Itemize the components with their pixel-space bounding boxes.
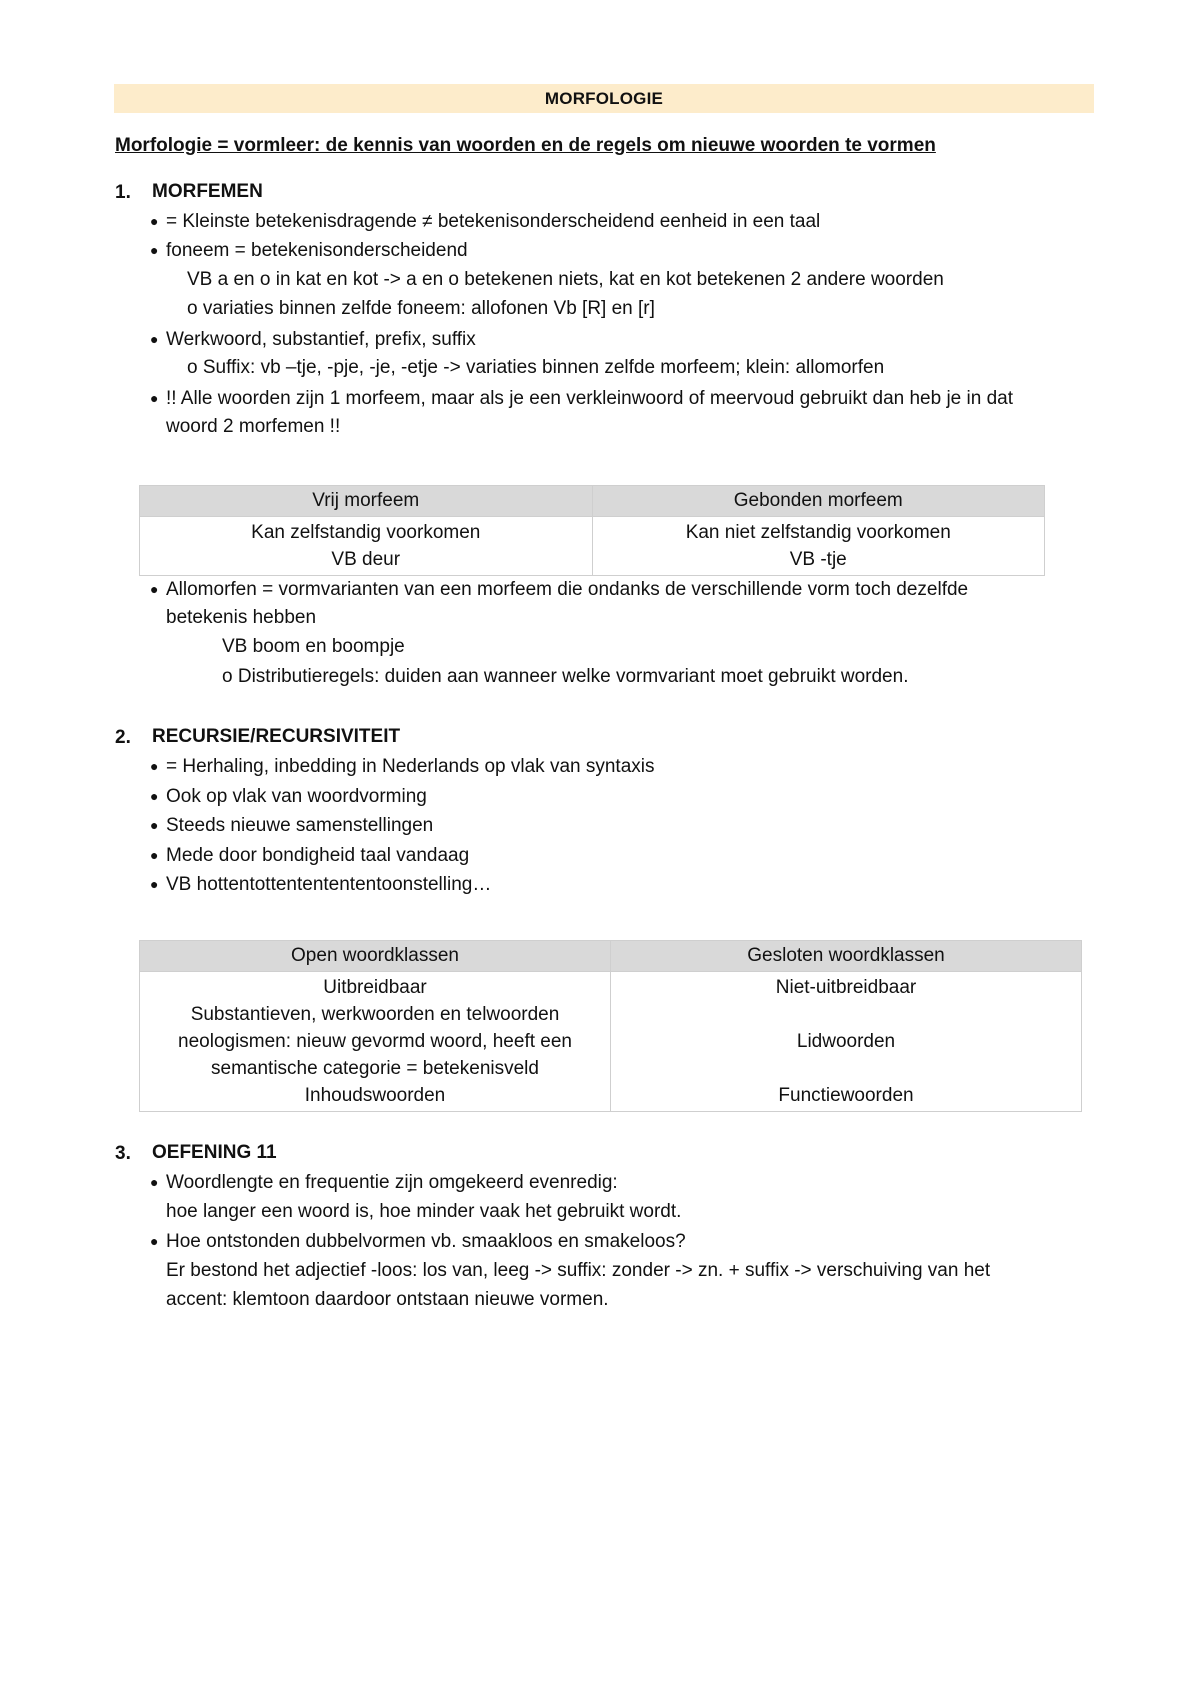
cell-text: Uitbreidbaar xyxy=(323,977,427,998)
table-cell xyxy=(592,517,1045,576)
table-cell xyxy=(611,972,1082,1112)
bullet-icon: ● xyxy=(150,1174,159,1190)
list-item-text: Steeds nieuwe samenstellingen xyxy=(166,815,434,836)
section-number: 1. xyxy=(115,182,131,203)
cell-text: VB -tje xyxy=(789,549,847,570)
list-item-text: foneem = betekenisonderscheidend xyxy=(166,240,468,261)
list-item-text: VB hottentottententententoonstelling… xyxy=(166,874,492,895)
list-item xyxy=(150,754,655,779)
list-item xyxy=(150,1229,686,1254)
cell-text xyxy=(617,1001,1075,1028)
cell-text: Niet-uitbreidbaar xyxy=(775,977,917,998)
cell-text: Inhoudswoorden xyxy=(304,1085,446,1106)
section-heading: MORFEMEN xyxy=(152,181,263,202)
list-item-continuation: accent: klemtoon daardoor ontstaan nieuwe vormen. xyxy=(166,1289,609,1310)
table-header: Gesloten woordklassen xyxy=(611,941,1082,972)
cell-text: Substantieven, werkwoorden en telwoorden xyxy=(190,1004,560,1025)
bullet-icon: ● xyxy=(150,817,159,833)
cell-text: semantische categorie = betekenisveld xyxy=(211,1058,539,1079)
sub-item: VB a en o in kat en kot -> a en o betekenen niets, kat en kot betekenen 2 andere woorden xyxy=(187,269,944,290)
list-item xyxy=(150,843,469,868)
table-header: Vrij morfeem xyxy=(140,486,593,517)
list-item xyxy=(150,386,1013,411)
bullet-icon: ● xyxy=(150,847,159,863)
definition-heading: Morfologie = vormleer: de kennis van woorden en de regels om nieuwe woorden te vormen xyxy=(115,135,936,156)
list-item-text: Ook op vlak van woordvorming xyxy=(166,786,427,807)
list-item-continuation: betekenis hebben xyxy=(166,607,317,628)
list-item-continuation: Er bestond het adjectief -loos: los van, leeg -> suffix: zonder -> zn. + suffix -> verschuiving van het xyxy=(166,1260,991,1281)
bullet-icon: ● xyxy=(150,242,159,258)
cell-text: neologismen: nieuw gevormd woord, heeft een xyxy=(178,1031,572,1052)
list-item-text: Allomorfen = vormvarianten van een morfeem die ondanks de verschillende vorm toch dezelfde xyxy=(166,579,969,600)
list-item-continuation: hoe langer een woord is, hoe minder vaak het gebruikt wordt. xyxy=(166,1201,682,1222)
list-item-continuation: woord 2 morfemen !! xyxy=(166,416,341,437)
cell-text: Kan zelfstandig voorkomen xyxy=(251,522,481,543)
sub-item: o Distributieregels: duiden aan wanneer welke vormvariant moet gebruikt worden. xyxy=(222,666,909,687)
table-row xyxy=(140,517,1045,576)
list-item xyxy=(150,209,820,234)
bullet-icon: ● xyxy=(150,876,159,892)
list-item xyxy=(150,327,476,352)
sub-item: o Suffix: vb –tje, -pje, -je, -etje -> variaties binnen zelfde morfeem; klein: allomorfen xyxy=(187,357,885,378)
list-item-text: !! Alle woorden zijn 1 morfeem, maar als je een verkleinwoord of meervoud gebruikt dan heb je in dat xyxy=(166,388,1014,409)
section-number: 2. xyxy=(115,727,131,748)
table-cell xyxy=(140,517,593,576)
list-item xyxy=(150,872,491,897)
bullet-icon: ● xyxy=(150,213,159,229)
title-band xyxy=(114,84,1094,113)
bullet-icon: ● xyxy=(150,390,159,406)
cell-text: VB deur xyxy=(331,549,401,570)
list-item-text: = Herhaling, inbedding in Nederlands op vlak van syntaxis xyxy=(166,756,655,777)
word-class-table xyxy=(139,940,1082,1112)
list-item-text: Woordlengte en frequentie zijn omgekeerd evenredig: xyxy=(166,1172,618,1193)
sub-item: o variaties binnen zelfde foneem: allofonen Vb [R] en [r] xyxy=(187,298,655,319)
table-header: Open woordklassen xyxy=(140,941,611,972)
list-item xyxy=(150,577,968,602)
bullet-icon: ● xyxy=(150,1233,159,1249)
table-header: Gebonden morfeem xyxy=(592,486,1045,517)
table-cell xyxy=(140,972,611,1112)
bullet-icon: ● xyxy=(150,758,159,774)
list-item-text: = Kleinste betekenisdragende ≠ betekenisonderscheidend eenheid in een taal xyxy=(166,211,821,232)
cell-text: Kan niet zelfstandig voorkomen xyxy=(685,522,951,543)
list-item-text: Mede door bondigheid taal vandaag xyxy=(166,845,470,866)
section-heading: OEFENING 11 xyxy=(152,1142,277,1163)
cell-text xyxy=(617,1055,1075,1082)
list-item xyxy=(150,1170,618,1195)
sub-item: VB boom en boompje xyxy=(222,636,405,657)
list-item-text: Hoe ontstonden dubbelvormen vb. smaakloos en smakeloos? xyxy=(166,1231,686,1252)
list-item xyxy=(150,784,427,809)
morpheme-table xyxy=(139,485,1045,576)
bullet-icon: ● xyxy=(150,788,159,804)
page-title: MORFOLOGIE xyxy=(544,89,664,108)
cell-text: Lidwoorden xyxy=(796,1031,896,1052)
bullet-icon: ● xyxy=(150,581,159,597)
bullet-icon: ● xyxy=(150,331,159,347)
table-row xyxy=(140,972,1082,1112)
list-item-text: Werkwoord, substantief, prefix, suffix xyxy=(166,329,476,350)
cell-text: Functiewoorden xyxy=(778,1085,914,1106)
section-number: 3. xyxy=(115,1143,131,1164)
section-heading: RECURSIE/RECURSIVITEIT xyxy=(152,726,401,747)
list-item xyxy=(150,238,468,263)
list-item xyxy=(150,813,433,838)
